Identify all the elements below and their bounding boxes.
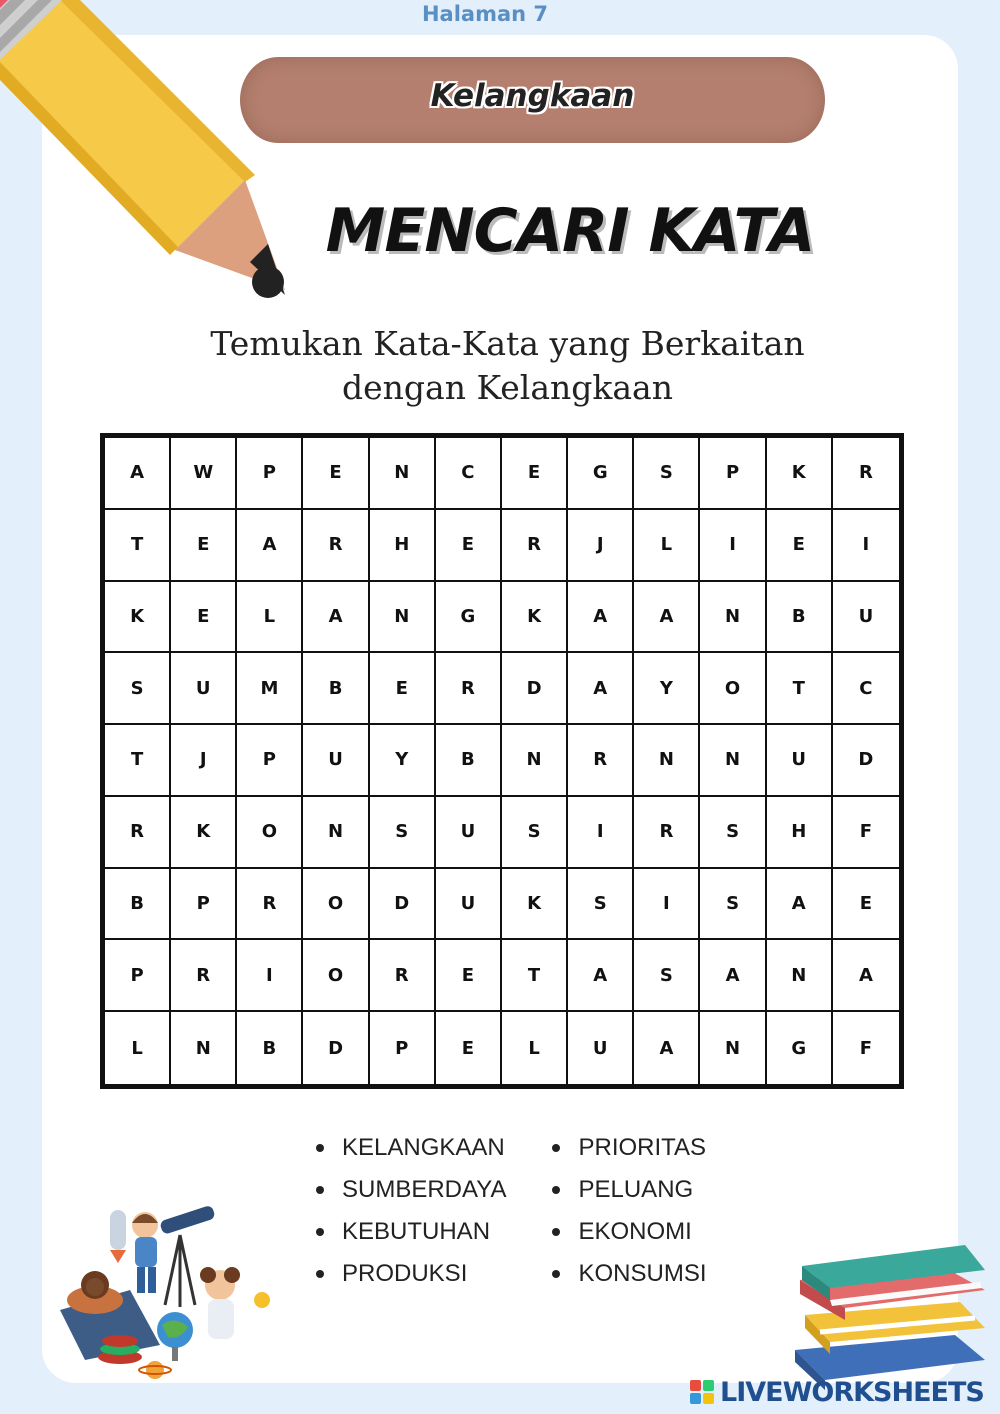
list-item	[546, 1211, 706, 1253]
grid-cell[interactable]: N	[303, 797, 369, 869]
grid-cell[interactable]: B	[237, 1012, 303, 1084]
grid-cell[interactable]: B	[303, 653, 369, 725]
instructions-line-1: Temukan Kata-Kata yang Berkaitan	[210, 324, 805, 363]
grid-cell[interactable]: U	[436, 797, 502, 869]
list-item	[310, 1127, 506, 1169]
grid-cell[interactable]: U	[436, 869, 502, 941]
grid-cell[interactable]: S	[700, 797, 766, 869]
grid-cell[interactable]: E	[436, 510, 502, 582]
word-label: EKONOMI	[578, 1218, 692, 1245]
grid-cell[interactable]: S	[568, 869, 634, 941]
kids-telescope-illustration	[40, 1195, 280, 1385]
grid-cell[interactable]: H	[767, 797, 833, 869]
grid-cell[interactable]: T	[502, 940, 568, 1012]
list-item	[546, 1127, 706, 1169]
word-label: PRODUKSI	[342, 1260, 468, 1287]
grid-cell[interactable]: C	[833, 653, 899, 725]
word-label: PRIORITAS	[578, 1134, 707, 1161]
bullet-icon	[316, 1144, 324, 1152]
grid-cell[interactable]: R	[237, 869, 303, 941]
grid-cell[interactable]: I	[568, 797, 634, 869]
bullet-icon	[552, 1270, 560, 1278]
grid-cell[interactable]: A	[568, 940, 634, 1012]
list-item	[310, 1211, 506, 1253]
grid-cell[interactable]: R	[171, 940, 237, 1012]
bullet-icon	[552, 1186, 560, 1194]
grid-cell[interactable]: A	[568, 582, 634, 654]
instructions-line-2: dengan Kelangkaan	[342, 368, 673, 407]
grid-cell[interactable]: A	[634, 582, 700, 654]
brand-name: LIVEWORKSHEETS	[720, 1376, 984, 1408]
grid-cell[interactable]: E	[436, 1012, 502, 1084]
grid-cell[interactable]: R	[634, 797, 700, 869]
grid-cell[interactable]: P	[105, 940, 171, 1012]
grid-cell[interactable]: H	[370, 510, 436, 582]
grid-cell[interactable]: R	[105, 797, 171, 869]
grid-cell[interactable]: F	[833, 797, 899, 869]
grid-cell[interactable]: L	[237, 582, 303, 654]
list-item	[546, 1169, 706, 1211]
grid-cell[interactable]: B	[105, 869, 171, 941]
grid-cell[interactable]: U	[303, 725, 369, 797]
grid-cell[interactable]: A	[767, 869, 833, 941]
grid-cell[interactable]: N	[700, 1012, 766, 1084]
grid-cell[interactable]: A	[568, 653, 634, 725]
word-search-grid	[100, 433, 904, 1089]
grid-cell[interactable]: R	[833, 438, 899, 510]
grid-cell[interactable]: S	[105, 653, 171, 725]
word-label: SUMBERDAYA	[342, 1176, 507, 1203]
grid-cell[interactable]: S	[370, 797, 436, 869]
grid-cell[interactable]: C	[436, 438, 502, 510]
bullet-icon	[316, 1228, 324, 1236]
grid-cell[interactable]: Y	[634, 653, 700, 725]
grid-cell[interactable]: L	[502, 1012, 568, 1084]
grid-cell[interactable]: T	[767, 653, 833, 725]
grid-cell[interactable]: I	[237, 940, 303, 1012]
bullet-icon	[316, 1186, 324, 1194]
liveworksheets-badge-icon	[690, 1380, 714, 1404]
grid-cell[interactable]: R	[303, 510, 369, 582]
grid-cell[interactable]: E	[502, 438, 568, 510]
grid-cell[interactable]: N	[370, 438, 436, 510]
grid-cell[interactable]: P	[700, 438, 766, 510]
list-item	[310, 1169, 506, 1211]
grid-cell[interactable]: S	[634, 438, 700, 510]
grid-cell[interactable]: I	[634, 869, 700, 941]
grid-cell[interactable]: G	[568, 438, 634, 510]
grid-cell[interactable]: U	[171, 653, 237, 725]
grid-cell[interactable]: U	[568, 1012, 634, 1084]
grid-cell[interactable]: U	[833, 582, 899, 654]
grid-cell[interactable]: T	[105, 725, 171, 797]
grid-cell[interactable]: U	[767, 725, 833, 797]
grid-cell[interactable]: K	[171, 797, 237, 869]
grid-cell[interactable]: N	[700, 582, 766, 654]
grid-cell[interactable]: E	[171, 510, 237, 582]
grid-cell[interactable]: N	[767, 940, 833, 1012]
word-list-right	[546, 1127, 706, 1295]
grid-cell[interactable]: D	[833, 725, 899, 797]
grid-cell[interactable]: N	[502, 725, 568, 797]
word-list-left	[310, 1127, 506, 1295]
grid-cell[interactable]: E	[833, 869, 899, 941]
grid-cell[interactable]: P	[237, 438, 303, 510]
grid-cell[interactable]: S	[634, 940, 700, 1012]
grid-cell[interactable]: N	[634, 725, 700, 797]
grid-cell[interactable]: E	[370, 653, 436, 725]
grid-cell[interactable]: E	[436, 940, 502, 1012]
word-list	[310, 1127, 790, 1295]
grid-cell[interactable]: O	[700, 653, 766, 725]
grid-cell[interactable]: F	[859, 1037, 873, 1059]
grid-cell[interactable]: A	[700, 940, 766, 1012]
word-label: KONSUMSI	[578, 1260, 707, 1287]
grid-cell[interactable]: T	[105, 510, 171, 582]
grid-cell[interactable]: E	[767, 510, 833, 582]
grid-cell[interactable]: L	[105, 1012, 171, 1084]
liveworksheets-logo[interactable]	[690, 1374, 995, 1410]
grid-cell[interactable]: Y	[370, 725, 436, 797]
grid-cell[interactable]: O	[237, 797, 303, 869]
grid-cell[interactable]: A	[105, 438, 171, 510]
word-label: KEBUTUHAN	[342, 1218, 491, 1245]
word-label: PELUANG	[578, 1176, 694, 1203]
grid-cell[interactable]: M	[237, 653, 303, 725]
grid-cell[interactable]: D	[502, 653, 568, 725]
book-stack-icon	[790, 1240, 990, 1390]
grid-cell[interactable]: G	[436, 582, 502, 654]
grid-cell[interactable]: A	[303, 582, 369, 654]
grid-cell[interactable]: B	[436, 725, 502, 797]
grid-cell[interactable]: N	[171, 1012, 237, 1084]
grid-cell[interactable]: D	[303, 1012, 369, 1084]
grid-cell[interactable]: R	[436, 653, 502, 725]
grid-cell[interactable]: P	[237, 725, 303, 797]
bullet-icon	[552, 1144, 560, 1152]
grid-cell[interactable]: O	[303, 869, 369, 941]
grid-cell[interactable]: J	[171, 725, 237, 797]
pencil-icon	[0, 0, 310, 320]
grid-cell[interactable]: J	[568, 510, 634, 582]
grid-cell[interactable]: K	[767, 438, 833, 510]
grid-cell[interactable]: O	[303, 940, 369, 1012]
grid-cell[interactable]: R	[370, 940, 436, 1012]
grid-cell[interactable]: I	[833, 510, 899, 582]
grid-cell[interactable]: A	[634, 1012, 700, 1084]
instructions	[150, 322, 865, 410]
page-label: Halaman 7	[421, 2, 549, 26]
grid-cell[interactable]: R	[568, 725, 634, 797]
grid-cell[interactable]: D	[370, 869, 436, 941]
bullet-icon	[552, 1228, 560, 1236]
grid-cell[interactable]: W	[171, 438, 237, 510]
grid-cell[interactable]: S	[502, 797, 568, 869]
page-title: MENCARI KATA	[325, 196, 815, 266]
grid-cell[interactable]: I	[700, 510, 766, 582]
grid-cell[interactable]: A	[833, 940, 899, 1012]
grid-cell[interactable]: N	[700, 725, 766, 797]
grid-cell[interactable]: K	[502, 582, 568, 654]
grid-cell[interactable]: P	[171, 869, 237, 941]
banner-label: Kelangkaan	[430, 78, 635, 114]
grid-cell[interactable]: E	[171, 582, 237, 654]
list-item	[310, 1253, 506, 1295]
grid-cell[interactable]: K	[502, 869, 568, 941]
bullet-icon	[316, 1270, 324, 1278]
grid-cell[interactable]: P	[370, 1012, 436, 1084]
grid-cell[interactable]: R	[502, 510, 568, 582]
grid-cell[interactable]: E	[303, 438, 369, 510]
grid-cell[interactable]: A	[237, 510, 303, 582]
list-item	[546, 1253, 706, 1295]
grid-cell[interactable]: N	[370, 582, 436, 654]
grid-cell[interactable]: B	[767, 582, 833, 654]
grid-cell[interactable]: L	[634, 510, 700, 582]
grid-cell[interactable]: S	[700, 869, 766, 941]
grid-cell[interactable]: G	[767, 1012, 833, 1084]
word-label: KELANGKAAN	[342, 1134, 505, 1161]
grid-cell[interactable]: K	[105, 582, 171, 654]
